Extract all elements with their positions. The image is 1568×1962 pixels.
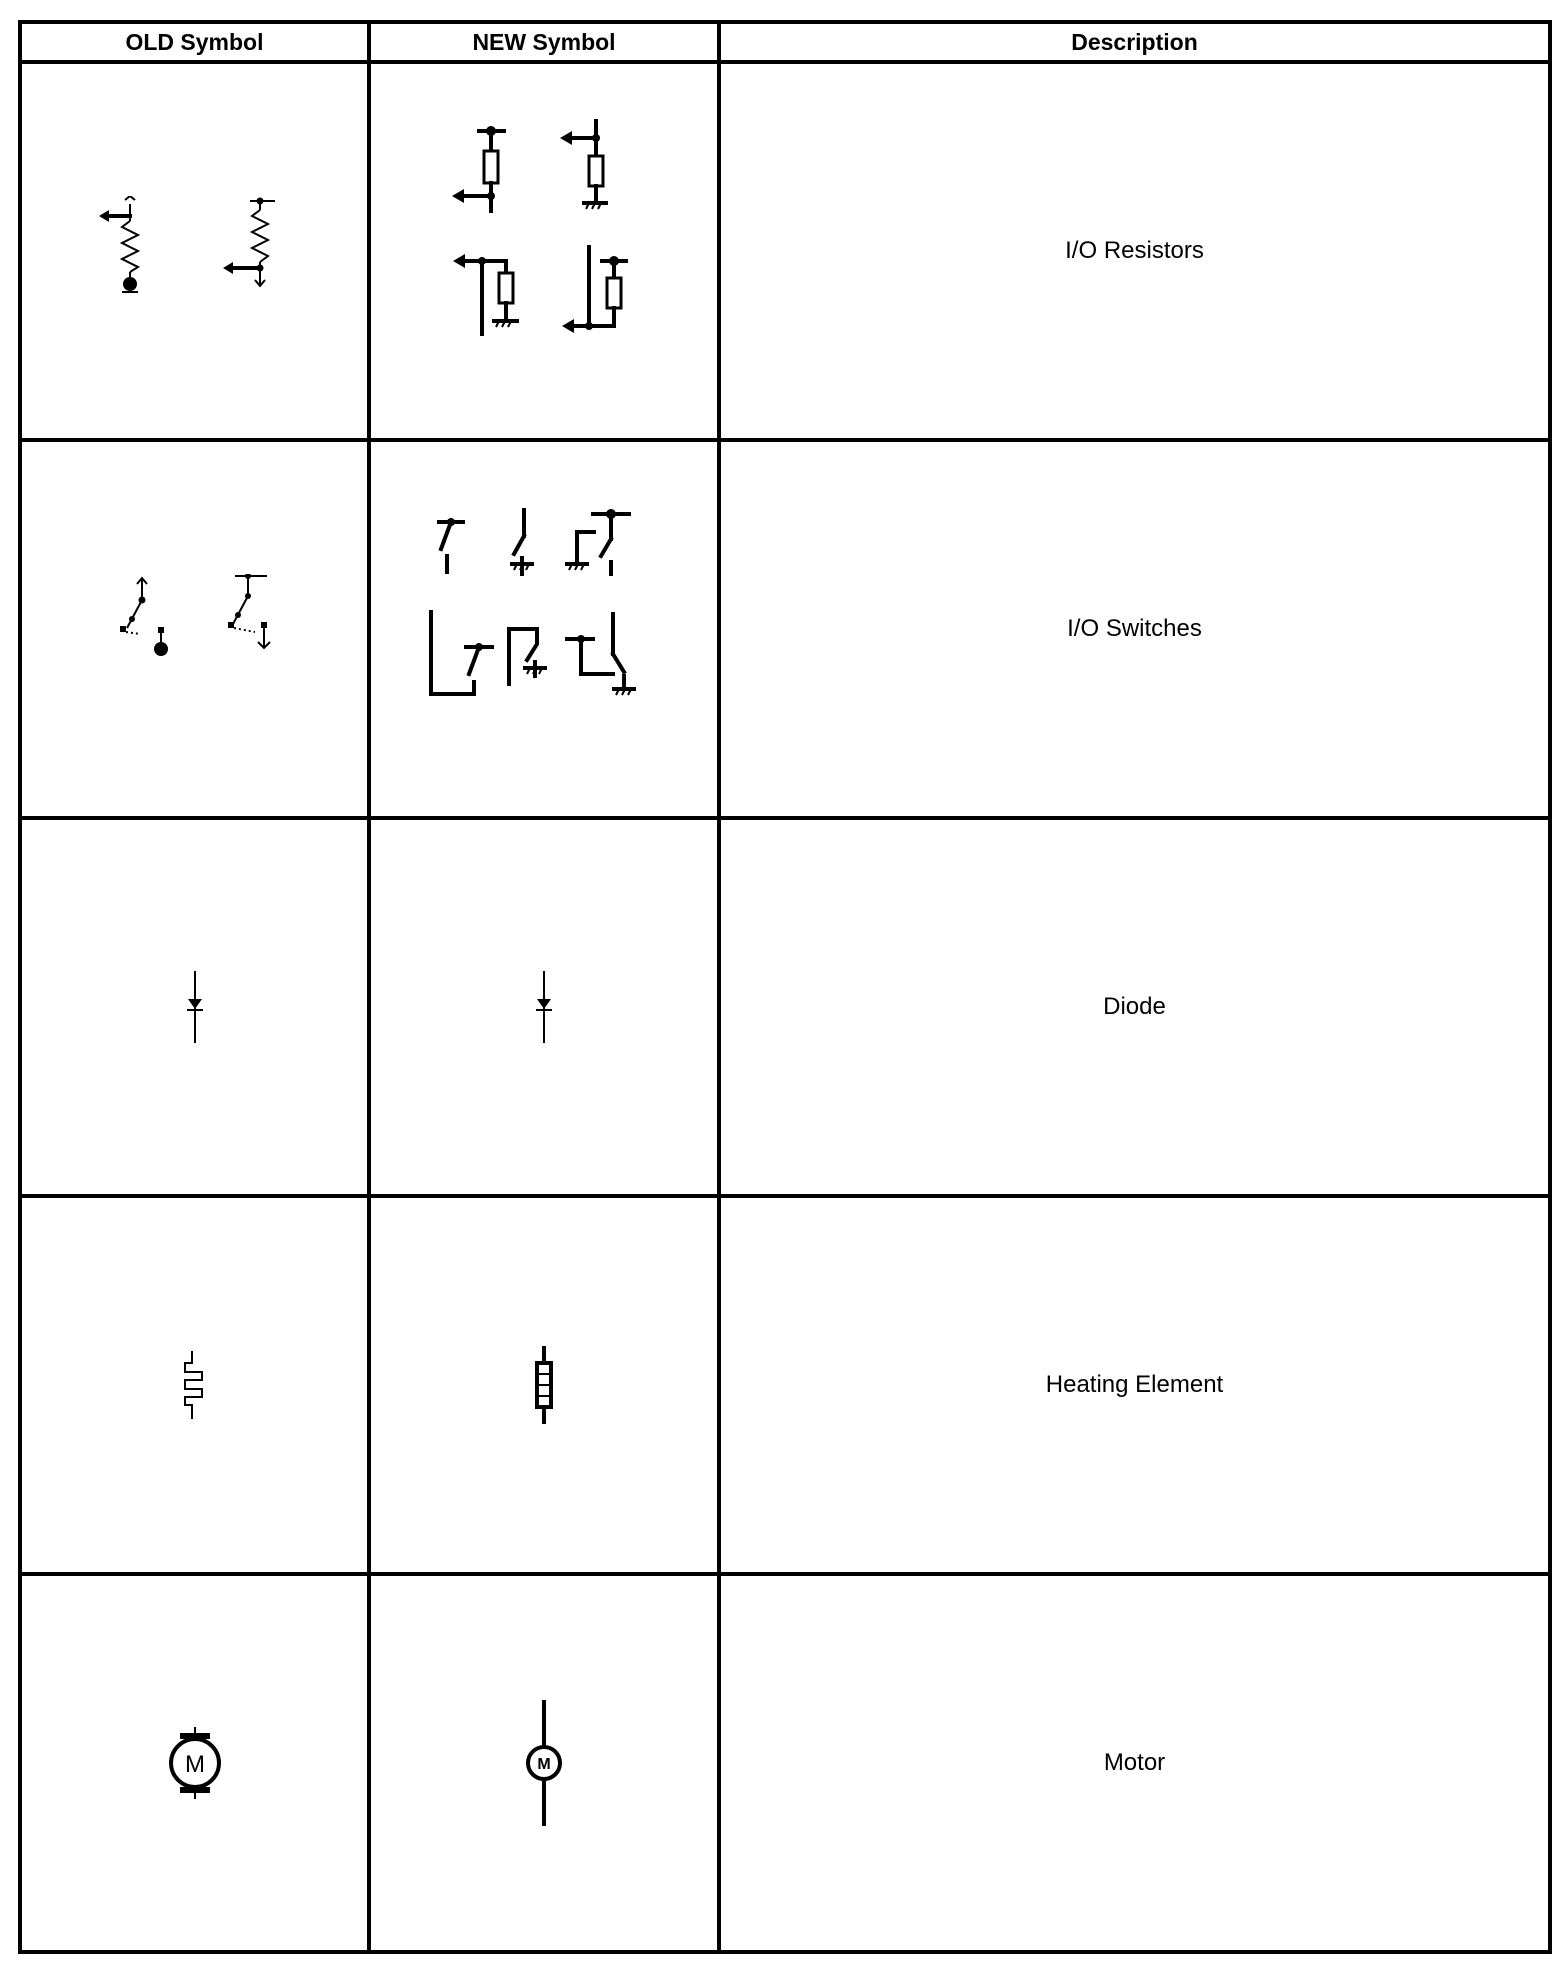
new-symbol-cell bbox=[369, 1574, 719, 1952]
table-row bbox=[20, 818, 1550, 1196]
description-cell: I/O Resistors bbox=[719, 62, 1550, 440]
resistor-old-icon bbox=[95, 196, 295, 306]
old-symbol-cell bbox=[20, 62, 369, 440]
old-symbol-cell bbox=[20, 1574, 369, 1952]
diode-new-icon bbox=[524, 967, 564, 1047]
diode-old-icon bbox=[175, 967, 215, 1047]
motor-new-icon bbox=[514, 1698, 574, 1828]
motor-label: M bbox=[184, 1751, 205, 1778]
heating-element-new-icon bbox=[524, 1345, 564, 1425]
old-symbol-cell bbox=[20, 1196, 369, 1574]
symbol-comparison-table bbox=[18, 20, 1552, 1954]
resistor-new-icon bbox=[434, 116, 654, 386]
new-symbol-cell bbox=[369, 1196, 719, 1574]
table-row bbox=[20, 440, 1550, 818]
switch-new-icon bbox=[419, 504, 669, 754]
description-cell: I/O Switches bbox=[719, 440, 1550, 818]
description-cell: Diode bbox=[719, 818, 1550, 1196]
header-new-symbol: NEW Symbol bbox=[369, 22, 719, 62]
motor-label: M bbox=[537, 1756, 551, 1773]
new-symbol-cell bbox=[369, 818, 719, 1196]
table-row bbox=[20, 1574, 1550, 1952]
motor-old-icon bbox=[160, 1723, 230, 1803]
old-symbol-cell bbox=[20, 818, 369, 1196]
table-row bbox=[20, 62, 1550, 440]
old-symbol-cell bbox=[20, 440, 369, 818]
switch-old-icon bbox=[95, 574, 295, 684]
header-row bbox=[20, 22, 1550, 62]
description-cell: Heating Element bbox=[719, 1196, 1550, 1574]
header-old-symbol: OLD Symbol bbox=[20, 22, 369, 62]
new-symbol-cell bbox=[369, 62, 719, 440]
header-description: Description bbox=[719, 22, 1550, 62]
table-row bbox=[20, 1196, 1550, 1574]
new-symbol-cell bbox=[369, 440, 719, 818]
heating-element-old-icon bbox=[175, 1345, 215, 1425]
description-cell: Motor bbox=[719, 1574, 1550, 1952]
